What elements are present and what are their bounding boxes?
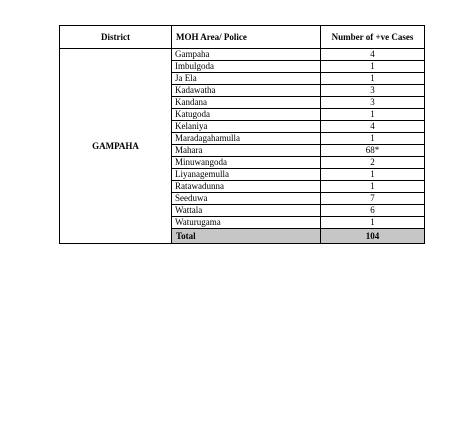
area-cell: Seeduwa (172, 193, 321, 205)
area-cell: Kandana (172, 97, 321, 109)
cases-table (59, 25, 425, 244)
cases-cell: 3 (321, 85, 425, 97)
total-label: Total (172, 229, 321, 244)
header-district: District (60, 26, 172, 49)
area-cell: Maradagahamulla (172, 133, 321, 145)
header-moh-area: MOH Area/ Police (172, 26, 321, 49)
cases-cell: 1 (321, 61, 425, 73)
area-cell: Kelaniya (172, 121, 321, 133)
cases-cell: 6 (321, 205, 425, 217)
area-cell: Waturugama (172, 217, 321, 229)
cases-cell: 1 (321, 109, 425, 121)
area-cell: Ja Ela (172, 73, 321, 85)
total-cases: 104 (321, 229, 425, 244)
header-row (60, 26, 425, 49)
cases-cell: 1 (321, 217, 425, 229)
cases-cell: 4 (321, 121, 425, 133)
area-cell: Liyanagemulla (172, 169, 321, 181)
cases-cell: 68* (321, 145, 425, 157)
area-cell: Gampaha (172, 49, 321, 61)
cases-cell: 4 (321, 49, 425, 61)
table-body (60, 49, 425, 244)
area-cell: Katugoda (172, 109, 321, 121)
area-cell: Ratawadunna (172, 181, 321, 193)
header-cases: Number of +ve Cases (321, 26, 425, 49)
area-cell: Mahara (172, 145, 321, 157)
cases-cell: 3 (321, 97, 425, 109)
area-cell: Minuwangoda (172, 157, 321, 169)
table-row (60, 49, 425, 61)
cases-cell: 2 (321, 157, 425, 169)
cases-cell: 1 (321, 181, 425, 193)
area-cell: Wattala (172, 205, 321, 217)
area-cell: Imbulgoda (172, 61, 321, 73)
district-cell: GAMPAHA (60, 49, 172, 244)
cases-cell: 7 (321, 193, 425, 205)
cases-cell: 1 (321, 133, 425, 145)
cases-cell: 1 (321, 73, 425, 85)
area-cell: Kadawatha (172, 85, 321, 97)
cases-cell: 1 (321, 169, 425, 181)
